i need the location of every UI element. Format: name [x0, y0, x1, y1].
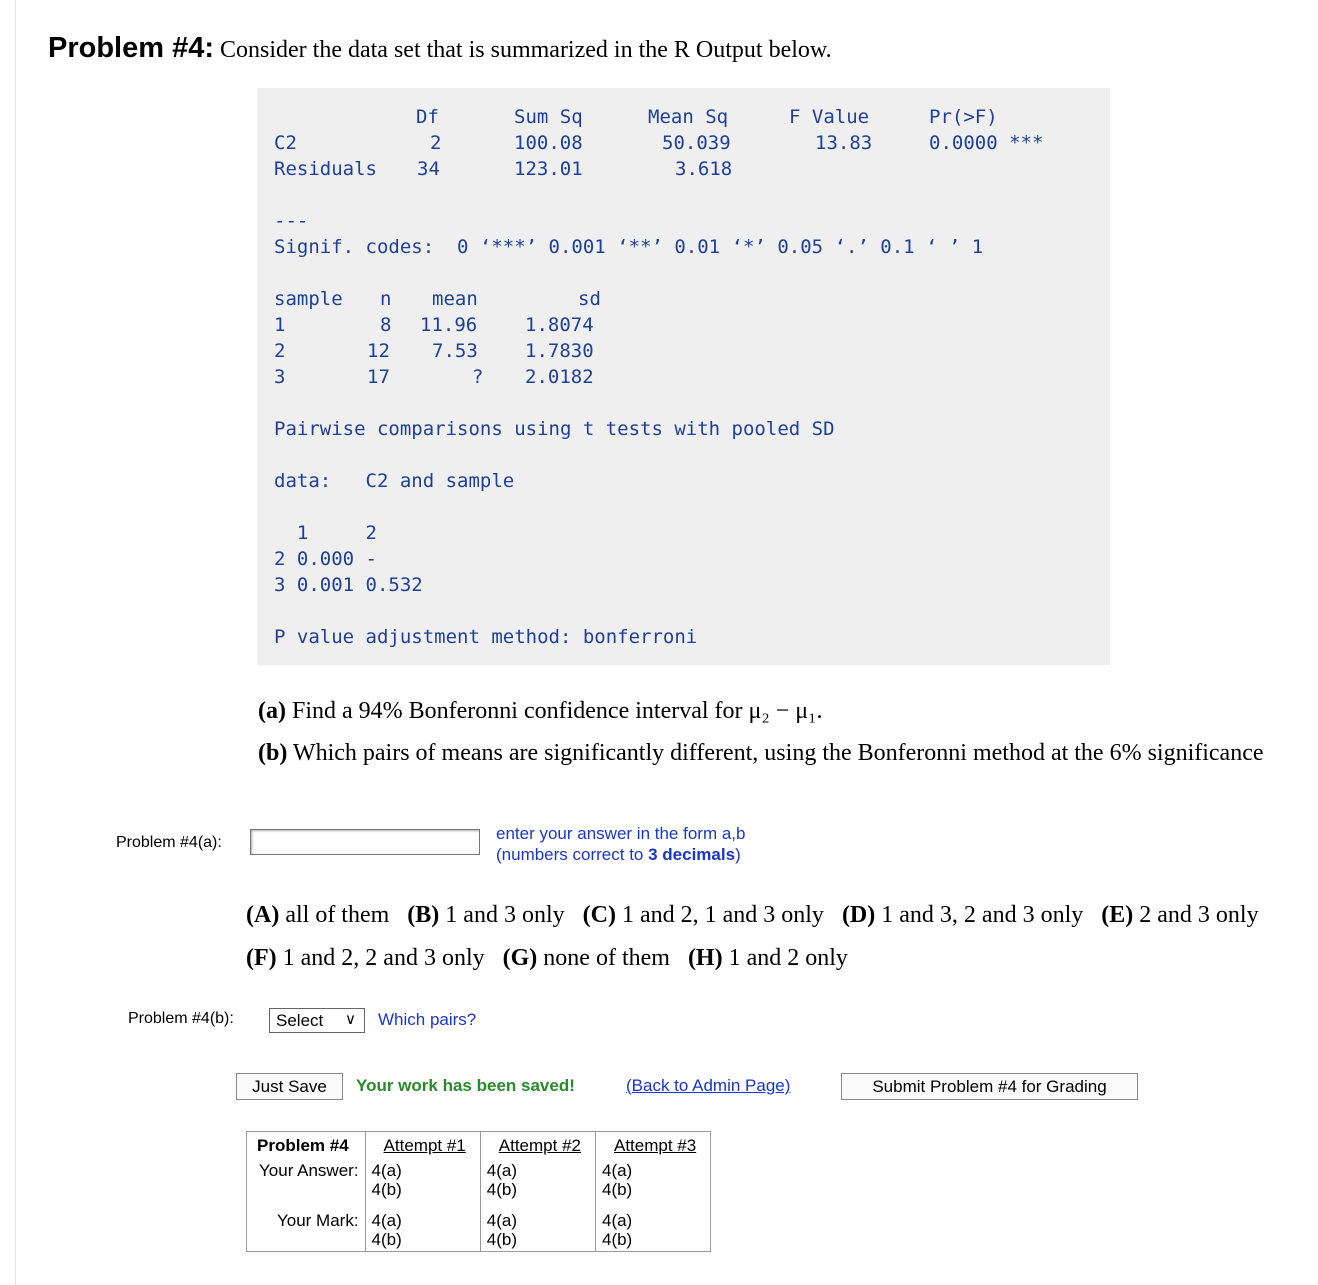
summary-sd: 1.8074: [525, 314, 594, 336]
anova-row-meansq: 3.618: [675, 158, 733, 180]
part-a-answer-input[interactable]: [250, 829, 480, 855]
part-b-select[interactable]: Select ∨: [269, 1008, 365, 1033]
summary-n: 17: [367, 366, 390, 388]
summary-sd: 2.0182: [525, 366, 594, 388]
submit-grading-button[interactable]: Submit Problem #4 for Grading: [841, 1073, 1138, 1100]
problem-intro: Consider the data set that is summarized in the R Output below.: [220, 37, 832, 63]
attempt-1-mark: 4(a) 4(b): [365, 1211, 480, 1252]
summary-sample: 2: [274, 340, 286, 362]
question-a: (a) Find a 94% Bonferonni confidence interval for μ₂ − μ₁.: [258, 698, 823, 724]
back-to-admin-link[interactable]: (Back to Admin Page): [626, 1076, 791, 1095]
summary-sd: 1.7830: [525, 340, 594, 362]
anova-row-df: 2: [430, 132, 442, 154]
adjust-method: P value adjustment method: bonferroni: [274, 626, 698, 648]
anova-row-sumsq: 123.01: [514, 158, 583, 180]
summary-header-n: n: [380, 288, 392, 310]
summary-n: 8: [380, 314, 392, 336]
anova-row-sumsq: 100.08: [514, 132, 583, 154]
summary-header-sample: sample: [274, 288, 343, 310]
attempt-3-mark: 4(a) 4(b): [595, 1211, 710, 1252]
which-pairs-link[interactable]: Which pairs?: [378, 1010, 477, 1029]
anova-header-fvalue: F Value: [789, 106, 870, 128]
summary-header-mean: mean: [432, 288, 478, 310]
attempt-2-mark: 4(a) 4(b): [480, 1211, 595, 1252]
anova-header-pr: Pr(>F): [929, 106, 998, 128]
part-a-label: Problem #4(a):: [116, 834, 222, 851]
signif-codes: Signif. codes: 0 ‘***’ 0.001 ‘**’ 0.01 ‘*’ 0.05 ‘.’ 0.1 ‘ ’ 1: [274, 236, 984, 258]
pairwise-title: Pairwise comparisons using t tests with pooled SD: [274, 418, 835, 440]
just-save-button[interactable]: Just Save: [236, 1073, 343, 1100]
anova-row-f: 13.83: [815, 132, 873, 154]
summary-sample: 1: [274, 314, 286, 336]
summary-mean: ?: [472, 366, 484, 388]
anova-row-df: 34: [417, 158, 440, 180]
attempt-3-link[interactable]: Attempt #3: [595, 1132, 710, 1162]
left-divider: [15, 0, 16, 1285]
question-b: (b) Which pairs of means are significantly different, using the Bonferonni method at the 6% significance: [258, 740, 1264, 766]
anova-row-name: Residuals: [274, 158, 377, 180]
attempt-1-answer: 4(a) 4(b): [365, 1161, 480, 1211]
anova-row-p: 0.0000 ***: [929, 132, 1044, 154]
part-a-hint: enter your answer in the form a,b (numbers correct to 3 decimals): [496, 824, 746, 864]
your-answer-label: Your Answer:: [259, 1161, 359, 1180]
separator-line: ---: [274, 210, 309, 232]
attempt-3-answer: 4(a) 4(b): [595, 1161, 710, 1211]
attempt-2-answer: 4(a) 4(b): [480, 1161, 595, 1211]
attempts-header: Problem #4: [257, 1136, 349, 1155]
part-b-label: Problem #4(b):: [128, 1010, 234, 1027]
attempts-table: [246, 1131, 711, 1252]
choices-line-1: (A) all of them (B) 1 and 3 only (C) 1 and 2, 1 and 3 only (D) 1 and 3, 2 and 3 only (E) 2 and 3 only: [246, 902, 1259, 928]
anova-row-name: C2: [274, 132, 297, 154]
summary-header-sd: sd: [578, 288, 601, 310]
problem-title: Problem #4: Consider the data set that is summarized in the R Output below.: [48, 32, 832, 64]
anova-row-meansq: 50.039: [662, 132, 731, 154]
anova-header-sumsq: Sum Sq: [514, 106, 583, 128]
summary-mean: 11.96: [420, 314, 478, 336]
pmatrix-row: 3 0.001 0.532: [274, 574, 423, 596]
pmatrix-header: 1 2: [274, 522, 377, 544]
saved-message: Your work has been saved!: [356, 1076, 575, 1095]
summary-sample: 3: [274, 366, 286, 388]
chevron-down-icon: ∨: [345, 1011, 356, 1028]
attempt-2-link[interactable]: Attempt #2: [480, 1132, 595, 1162]
summary-mean: 7.53: [432, 340, 478, 362]
attempt-1-link[interactable]: Attempt #1: [365, 1132, 480, 1162]
summary-n: 12: [367, 340, 390, 362]
your-mark-label: Your Mark:: [276, 1211, 359, 1230]
anova-header-meansq: Mean Sq: [648, 106, 729, 128]
pmatrix-row: 2 0.000 -: [274, 548, 377, 570]
choices-line-2: (F) 1 and 2, 2 and 3 only (G) none of them (H) 1 and 2 only: [246, 945, 848, 971]
data-line: data: C2 and sample: [274, 470, 515, 492]
anova-header-df: Df: [416, 106, 439, 128]
